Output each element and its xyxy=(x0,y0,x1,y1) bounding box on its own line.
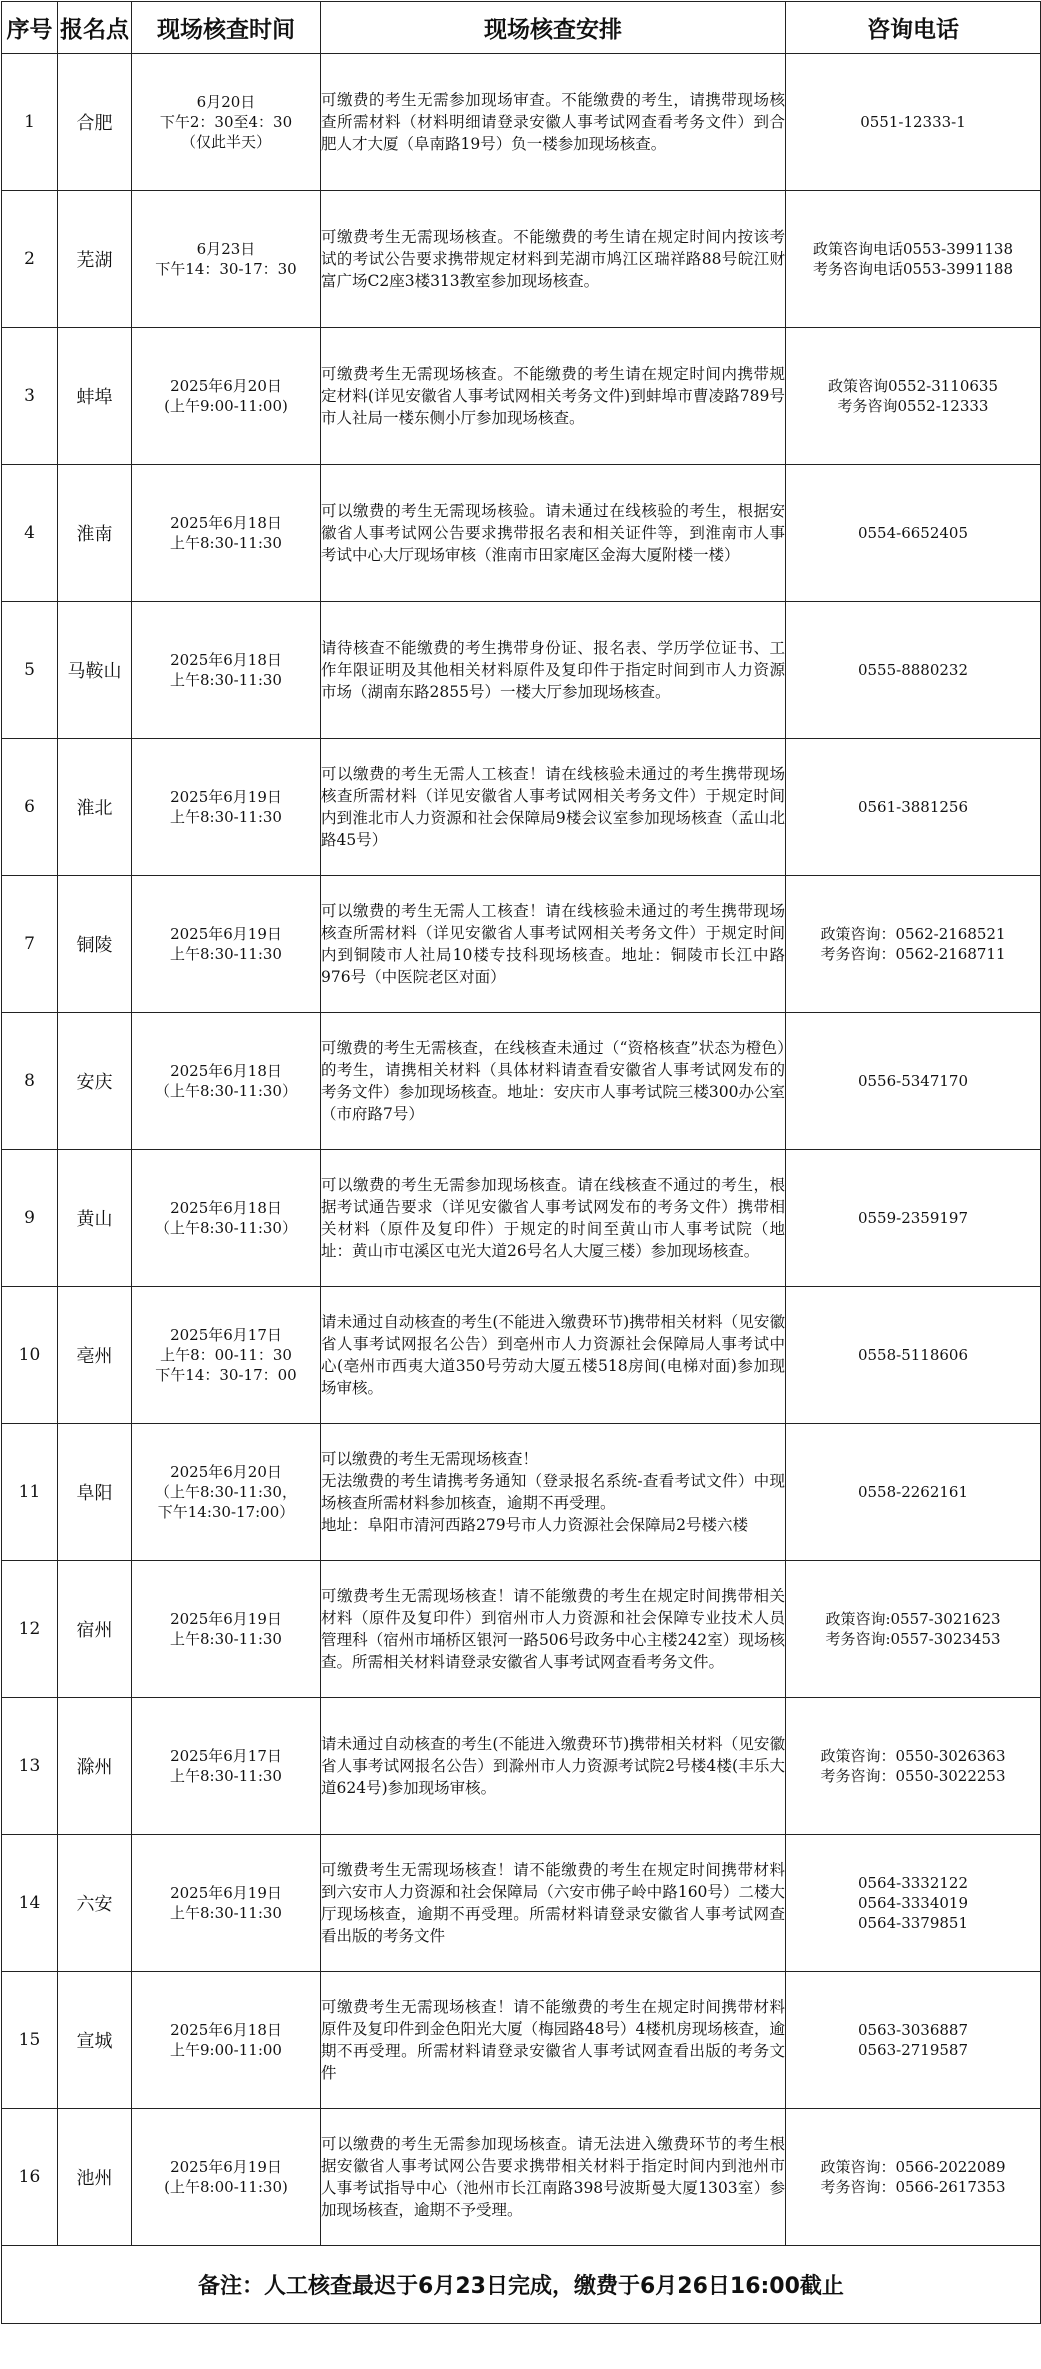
row-city: 淮北 xyxy=(58,739,132,876)
header-no: 序号 xyxy=(2,2,58,54)
row-arrangement: 可缴费考生无需现场核查！请不能缴费的考生在规定时间携带相关材料（原件及复印件）到宿州市人力资源和社会保障专业技术人员管理科（宿州市埇桥区银河一路506号政务中心主楼242室）现场核查。所需相关材料请登录安徽省人事考试网查看考务文件。 xyxy=(321,1561,786,1698)
table-row xyxy=(2,1835,1041,1972)
footer-row xyxy=(2,2246,1041,2324)
row-number: 2 xyxy=(2,191,58,328)
row-number: 15 xyxy=(2,1972,58,2109)
row-number: 10 xyxy=(2,1287,58,1424)
row-city: 阜阳 xyxy=(58,1424,132,1561)
row-number: 1 xyxy=(2,54,58,191)
table-row xyxy=(2,1561,1041,1698)
row-phone: 0561-3881256 xyxy=(786,739,1041,876)
row-phone: 0559-2359197 xyxy=(786,1150,1041,1287)
table-row xyxy=(2,2109,1041,2246)
row-city: 蚌埠 xyxy=(58,328,132,465)
verification-schedule-table xyxy=(1,1,1041,2324)
row-city: 合肥 xyxy=(58,54,132,191)
table-row xyxy=(2,876,1041,1013)
header-row xyxy=(2,2,1041,54)
row-number: 12 xyxy=(2,1561,58,1698)
row-city: 宣城 xyxy=(58,1972,132,2109)
row-phone: 0551-12333-1 xyxy=(786,54,1041,191)
row-number: 9 xyxy=(2,1150,58,1287)
row-city: 黄山 xyxy=(58,1150,132,1287)
row-arrangement: 可以缴费的考生无需人工核查！请在线核验未通过的考生携带现场核查所需材料（详见安徽省人事考试网相关考务文件）于规定时间内到铜陵市人社局10楼专技科现场核查。地址：铜陵市长江中路976号（中医院老区对面） xyxy=(321,876,786,1013)
table-row xyxy=(2,1150,1041,1287)
row-number: 6 xyxy=(2,739,58,876)
row-city: 淮南 xyxy=(58,465,132,602)
row-number: 3 xyxy=(2,328,58,465)
table-row xyxy=(2,1013,1041,1150)
row-arrangement: 可以缴费的考生无需参加现场核查。请无法进入缴费环节的考生根据安徽省人事考试网公告要求携带相关材料于指定时间内到池州市人事考试指导中心（池州市长江南路398号波斯曼大厦1303室）参加现场核查，逾期不予受理。 xyxy=(321,2109,786,2246)
row-number: 16 xyxy=(2,2109,58,2246)
row-arrangement: 可缴费考生无需现场核查。不能缴费的考生请在规定时间内携带规定材料(详见安徽省人事考试网相关考务文件)到蚌埠市曹凌路789号市人社局一楼东侧小厅参加现场核查。 xyxy=(321,328,786,465)
row-time: 2025年6月18日 上午8:30-11:30 xyxy=(132,602,321,739)
row-phone: 0555-8880232 xyxy=(786,602,1041,739)
table-row xyxy=(2,602,1041,739)
row-arrangement: 可以缴费的考生无需现场核查！ 无法缴费的考生请携考务通知（登录报名系统-查看考试文件）中现场核查所需材料参加核查，逾期不再受理。 地址：阜阳市清河西路279号市人力资源社会保障局2号楼六楼 xyxy=(321,1424,786,1561)
row-arrangement: 可以缴费的考生无需现场核验。请未通过在线核验的考生，根据安徽省人事考试网公告要求携带报名表和相关证件等，到淮南市人事考试中心大厅现场审核（淮南市田家庵区金海大厦附楼一楼） xyxy=(321,465,786,602)
row-time: 2025年6月20日 （上午8:30-11:30， 下午14:30-17:00） xyxy=(132,1424,321,1561)
row-city: 马鞍山 xyxy=(58,602,132,739)
row-arrangement: 可缴费考生无需现场核查。不能缴费的考生请在规定时间内按该考试的考试公告要求携带规定材料到芜湖市鸠江区瑞祥路88号皖江财富广场C2座3楼313教室参加现场核查。 xyxy=(321,191,786,328)
row-phone: 0556-5347170 xyxy=(786,1013,1041,1150)
table-row xyxy=(2,739,1041,876)
footer-note: 备注：人工核查最迟于6月23日完成，缴费于6月26日16:00截止 xyxy=(2,2246,1041,2324)
row-time: 2025年6月19日 上午8:30-11:30 xyxy=(132,1835,321,1972)
row-time: 2025年6月17日 上午8:30-11:30 xyxy=(132,1698,321,1835)
row-phone: 政策咨询：0566-2022089 考务咨询：0566-2617353 xyxy=(786,2109,1041,2246)
row-city: 池州 xyxy=(58,2109,132,2246)
table-row xyxy=(2,1287,1041,1424)
row-number: 7 xyxy=(2,876,58,1013)
row-phone: 政策咨询0552-3110635 考务咨询0552-12333 xyxy=(786,328,1041,465)
row-phone: 政策咨询：0562-2168521 考务咨询：0562-2168711 xyxy=(786,876,1041,1013)
row-phone: 0563-3036887 0563-2719587 xyxy=(786,1972,1041,2109)
row-city: 铜陵 xyxy=(58,876,132,1013)
row-time: 2025年6月17日 上午8：00-11：30 下午14：30-17：00 xyxy=(132,1287,321,1424)
row-arrangement: 可缴费考生无需现场核查！请不能缴费的考生在规定时间携带材料原件及复印件到金色阳光大厦（梅园路48号）4楼机房现场核查，逾期不再受理。所需材料请登录安徽省人事考试网查看出版的考务文件 xyxy=(321,1972,786,2109)
row-phone: 政策咨询:0557-3021623 考务咨询:0557-3023453 xyxy=(786,1561,1041,1698)
row-time: 2025年6月18日 上午9:00-11:00 xyxy=(132,1972,321,2109)
row-phone: 0554-6652405 xyxy=(786,465,1041,602)
table-row xyxy=(2,1698,1041,1835)
row-city: 亳州 xyxy=(58,1287,132,1424)
row-arrangement: 可缴费的考生无需参加现场审查。不能缴费的考生，请携带现场核查所需材料（材料明细请登录安徽人事考试网查看考务文件）到合肥人才大厦（阜南路19号）负一楼参加现场核查。 xyxy=(321,54,786,191)
row-number: 14 xyxy=(2,1835,58,1972)
table-row xyxy=(2,54,1041,191)
row-time: 2025年6月19日 上午8:30-11:30 xyxy=(132,1561,321,1698)
row-time: 2025年6月18日 （上午8:30-11:30） xyxy=(132,1013,321,1150)
row-time: 2025年6月19日 (上午8:00-11:30) xyxy=(132,2109,321,2246)
row-phone: 0558-2262161 xyxy=(786,1424,1041,1561)
table-row xyxy=(2,1972,1041,2109)
row-arrangement: 请待核查不能缴费的考生携带身份证、报名表、学历学位证书、工作年限证明及其他相关材料原件及复印件于指定时间到市人力资源市场（湖南东路2855号）一楼大厅参加现场核查。 xyxy=(321,602,786,739)
row-number: 11 xyxy=(2,1424,58,1561)
table-row xyxy=(2,191,1041,328)
row-city: 安庆 xyxy=(58,1013,132,1150)
row-phone: 0564-3332122 0564-3334019 0564-3379851 xyxy=(786,1835,1041,1972)
row-city: 滁州 xyxy=(58,1698,132,1835)
row-time: 2025年6月18日 （上午8:30-11:30） xyxy=(132,1150,321,1287)
row-arrangement: 可以缴费的考生无需人工核查！请在线核验未通过的考生携带现场核查所需材料（详见安徽省人事考试网相关考务文件）于规定时间内到淮北市人力资源和社会保障局9楼会议室参加现场核查（孟山北路45号） xyxy=(321,739,786,876)
row-number: 4 xyxy=(2,465,58,602)
row-time: 2025年6月19日 上午8:30-11:30 xyxy=(132,876,321,1013)
row-phone: 政策咨询电话0553-3991138 考务咨询电话0553-3991188 xyxy=(786,191,1041,328)
row-arrangement: 请未通过自动核查的考生(不能进入缴费环节)携带相关材料（见安徽省人事考试网报名公告）到亳州市人力资源社会保障局人事考试中心(亳州市西夷大道350号劳动大厦五楼518房间(电梯对面)参加现场审核。 xyxy=(321,1287,786,1424)
row-time: 2025年6月19日 上午8:30-11:30 xyxy=(132,739,321,876)
row-city: 芜湖 xyxy=(58,191,132,328)
row-arrangement: 可缴费考生无需现场核查！请不能缴费的考生在规定时间携带材料到六安市人力资源和社会保障局（六安市佛子岭中路160号）二楼大厅现场核查，逾期不再受理。所需材料请登录安徽省人事考试网查看出版的考务文件 xyxy=(321,1835,786,1972)
row-arrangement: 可缴费的考生无需核查，在线核查未通过（“资格核查”状态为橙色）的考生，请携相关材料（具体材料请查看安徽省人事考试网发布的考务文件）参加现场核查。地址：安庆市人事考试院三楼300办公室（市府路7号） xyxy=(321,1013,786,1150)
row-time: 2025年6月18日 上午8:30-11:30 xyxy=(132,465,321,602)
table-row xyxy=(2,1424,1041,1561)
table-row xyxy=(2,465,1041,602)
row-number: 5 xyxy=(2,602,58,739)
header-time: 现场核查时间 xyxy=(132,2,321,54)
row-time: 6月23日 下午14：30-17：30 xyxy=(132,191,321,328)
row-city: 六安 xyxy=(58,1835,132,1972)
row-arrangement: 请未通过自动核查的考生(不能进入缴费环节)携带相关材料（见安徽省人事考试网报名公告）到滁州市人力资源考试院2号楼4楼(丰乐大道624号)参加现场审核。 xyxy=(321,1698,786,1835)
header-phone: 咨询电话 xyxy=(786,2,1041,54)
header-city: 报名点 xyxy=(58,2,132,54)
row-time: 2025年6月20日 (上午9:00-11:00) xyxy=(132,328,321,465)
row-number: 13 xyxy=(2,1698,58,1835)
row-phone: 0558-5118606 xyxy=(786,1287,1041,1424)
header-arrangement: 现场核查安排 xyxy=(321,2,786,54)
row-phone: 政策咨询：0550-3026363 考务咨询：0550-3022253 xyxy=(786,1698,1041,1835)
row-city: 宿州 xyxy=(58,1561,132,1698)
row-time: 6月20日 下午2：30至4：30 （仅此半天） xyxy=(132,54,321,191)
table-body xyxy=(2,54,1041,2246)
row-arrangement: 可以缴费的考生无需参加现场核查。请在线核查不通过的考生，根据考试通告要求（详见安徽省人事考试网发布的考务文件）携带相关材料（原件及复印件）于规定的时间至黄山市人事考试院（地址：黄山市屯溪区屯光大道26号名人大厦三楼）参加现场核查。 xyxy=(321,1150,786,1287)
row-number: 8 xyxy=(2,1013,58,1150)
table-row xyxy=(2,328,1041,465)
